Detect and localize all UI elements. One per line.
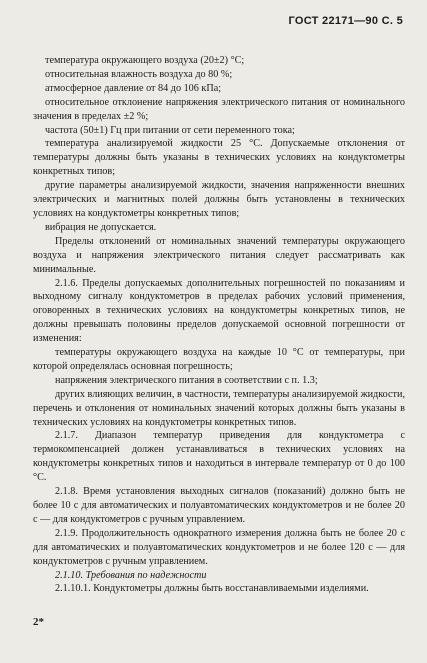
paragraph: другие параметры анализируемой жидкости, значения напряженности внешних электрических и магнитных полей должны быть установлены в технических условиях на кондуктометры конкретных типов; bbox=[33, 180, 405, 219]
paragraph: частота (50±1) Гц при питании от сети переменного тока; bbox=[45, 124, 295, 136]
paragraph: 2.1.8. Время установления выходных сигналов (показаний) должно быть не более 10 с для автоматических и полуавтоматических кондуктометров и не более 20 с — для кондуктометров с ручным управлением. bbox=[33, 486, 405, 525]
paragraph: вибрация не допускается. bbox=[45, 221, 157, 233]
paragraph: других влияющих величин, в частности, температуры анализируемой жидкости, перечень и отклонения от номинальных значений которых должны быть указаны в технических условиях на кондуктометры конкретных типов. bbox=[33, 388, 405, 428]
paragraph: относительное отклонение напряжения электрического питания от номинального значения в пределах ±2 %; bbox=[33, 96, 405, 122]
paragraph: напряжения электрического питания в соответствии с п. 1.3; bbox=[55, 374, 318, 386]
paragraph: температура анализируемой жидкости 25 °С. Допускаемые отклонения от температуры должны быть указаны в технических условиях на кондуктометры конкретных типов; bbox=[33, 138, 405, 178]
paragraph: 2.1.7. Диапазон температур приведения для кондуктометра с термокомпенсацией должен устанавливаться в технических условиях на кондуктометры конкретных типов и находиться в интервале температур от 0 до 100 °С. bbox=[33, 430, 405, 484]
paragraph: 2.1.10.1. Кондуктометры должны быть восстанавливаемыми изделиями. bbox=[55, 583, 369, 595]
paragraph: 2.1.10. Требования по надежности bbox=[55, 569, 207, 581]
paragraph: 2.1.6. Пределы допускаемых дополнительных погрешностей по показаниям и выходному сигналу кондуктометров в пределах рабочих условий применения, оговоренных в технических условиях на кондуктометры конкретных типов, не должны превышать половины пределов допускаемой основной погрешности от изменения: bbox=[33, 277, 405, 345]
paragraph: 2.1.9. Продолжительность однократного измерения должна быть не более 20 с для автоматических и полуавтоматических кондуктометров и не более 120 с — для кондуктометров с ручным управлением. bbox=[33, 527, 405, 567]
paragraph: температура окружающего воздуха (20±2) °С; bbox=[45, 55, 245, 66]
paragraph: относительная влажность воздуха до 80 %; bbox=[45, 68, 233, 80]
document-body bbox=[33, 54, 405, 596]
page-footer-mark: 2* bbox=[33, 616, 44, 628]
paragraph: температуры окружающего воздуха на каждые 10 °С от температуры, при которой определялась основная погрешность; bbox=[33, 347, 405, 372]
paragraph: атмосферное давление от 84 до 106 кПа; bbox=[45, 82, 222, 94]
paragraph: Пределы отклонений от номинальных значений температуры окружающего воздуха и напряжения электрического питания следует рассматривать как минимальные. bbox=[33, 235, 405, 275]
page-header: ГОСТ 22171—90 С. 5 bbox=[288, 15, 403, 27]
